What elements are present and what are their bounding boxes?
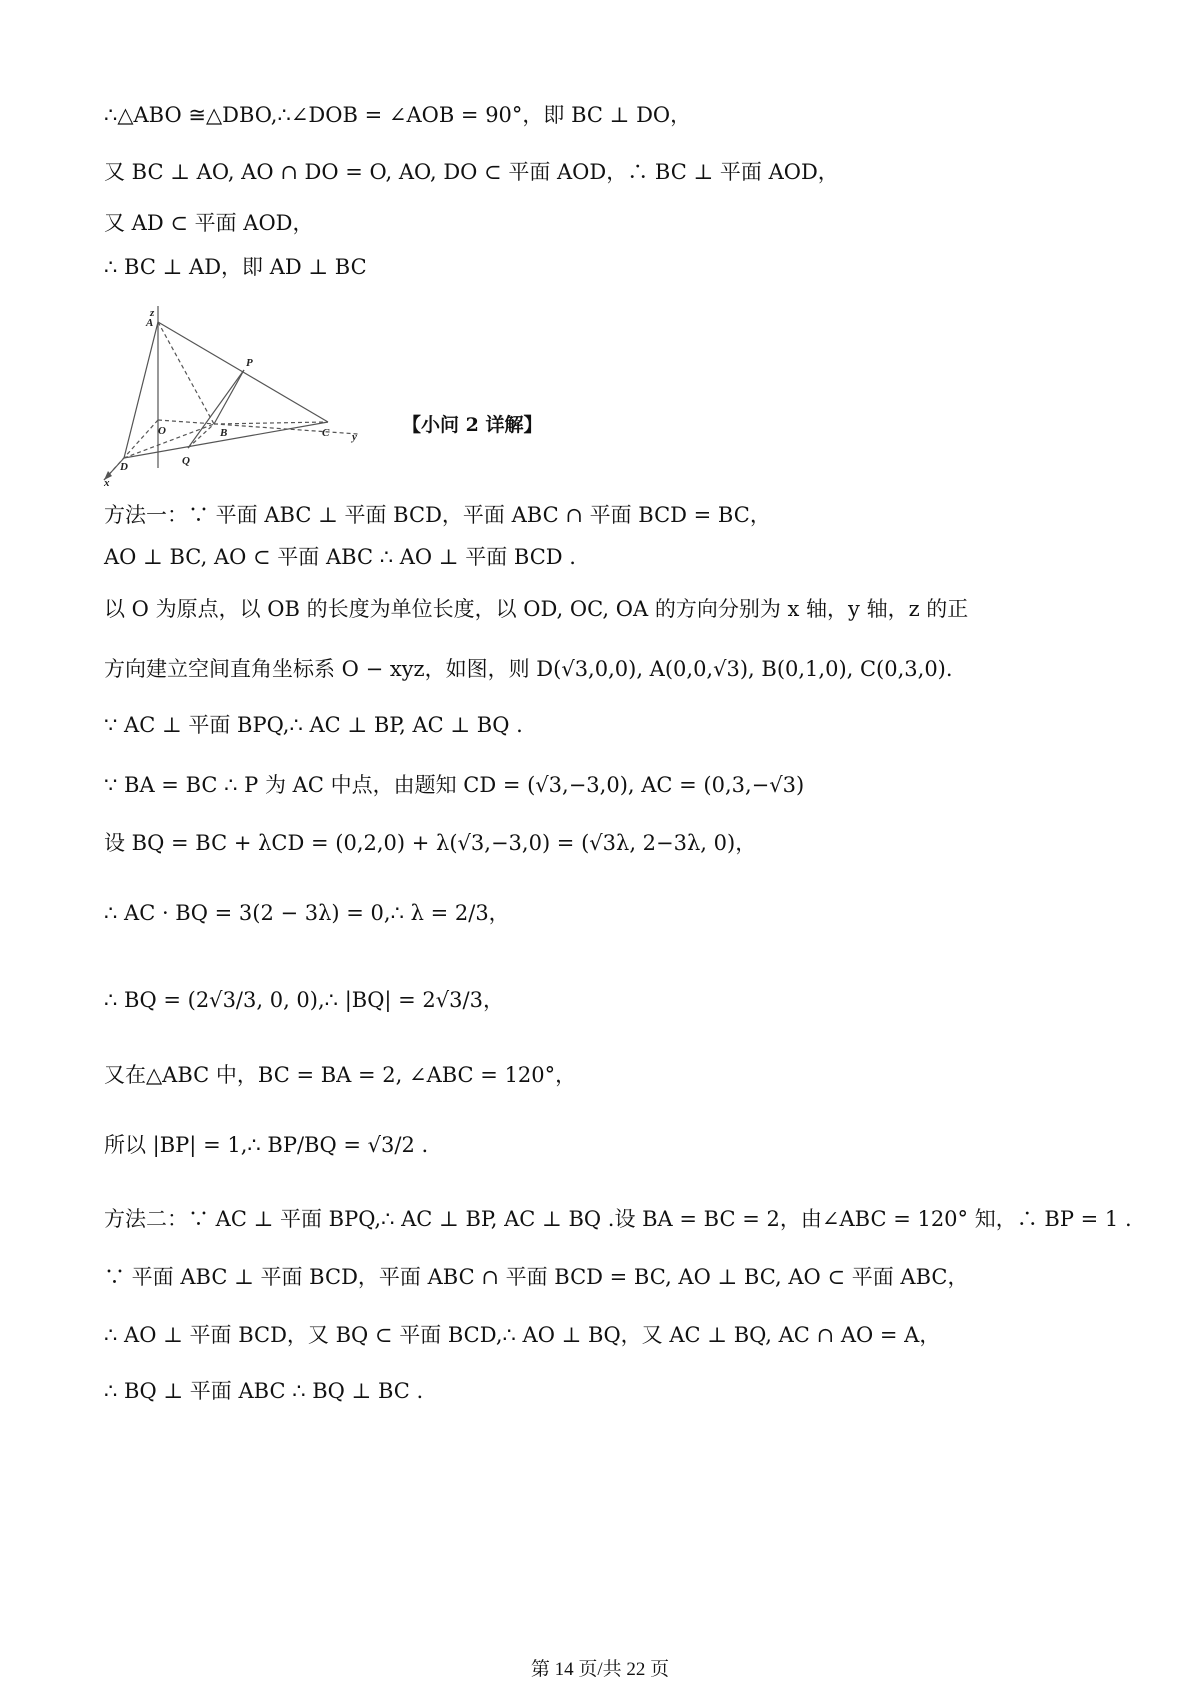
text-line: ∴ BQ ⊥ 平面 ABC ∴ BQ ⊥ BC . <box>104 1379 424 1403</box>
page-footer: 第 14 页/共 22 页 <box>530 1659 670 1680</box>
text-line: ∴ AO ⊥ 平面 BCD，又 BQ ⊂ 平面 BCD,∴ AO ⊥ BQ，又 AC ⊥ BQ, AC ∩ AO = A， <box>104 1323 941 1347</box>
point-Q-label: Q <box>182 455 190 467</box>
text-line: ∵ 平面 ABC ⊥ 平面 BCD，平面 ABC ∩ 平面 BCD = BC, AO ⊥ BC, AO ⊂ 平面 ABC， <box>104 1265 969 1289</box>
text-line: ∵ AC ⊥ 平面 BPQ,∴ AC ⊥ BP, AC ⊥ BQ . <box>104 713 523 737</box>
point-C-label: C <box>322 427 330 439</box>
text-line: ∴ BC ⊥ AD，即 AD ⊥ BC <box>104 255 367 279</box>
x-label: x <box>104 477 110 489</box>
text-line: 方法一：∵ 平面 ABC ⊥ 平面 BCD，平面 ABC ∩ 平面 BCD = BC， <box>104 503 771 527</box>
point-A-label: A <box>146 317 154 329</box>
z-label: z <box>150 307 155 319</box>
text-line: ∵ BA = BC ∴ P 为 AC 中点，由题知 CD = (√3,−3,0), AC = (0,3,−√3) <box>104 773 805 797</box>
text-line: 所以 |BP| = 1,∴ BP/BQ = √3/2 . <box>104 1133 429 1157</box>
y-label: y <box>352 431 357 443</box>
text-line: 又在△ABC 中，BC = BA = 2, ∠ABC = 120°， <box>104 1063 577 1087</box>
text-line: 又 BC ⊥ AO, AO ∩ DO = O, AO, DO ⊂ 平面 AOD，∴ BC ⊥ 平面 AOD， <box>104 160 839 184</box>
text-line: 方法二：∵ AC ⊥ 平面 BPQ,∴ AC ⊥ BP, AC ⊥ BQ .设 BA = BC = 2，由∠ABC = 120° 知，∴ BP = 1 . <box>104 1207 1132 1231</box>
sub-heading: 【小问 2 详解】 <box>402 414 543 436</box>
text-line: 设 BQ = BC + λCD = (0,2,0) + λ(√3,−3,0) = (√3λ, 2−3λ, 0)， <box>104 831 757 855</box>
point-O-label: O <box>158 425 166 437</box>
tetrahedron-figure <box>96 307 396 492</box>
text-line: ∴ AC · BQ = 3(2 − 3λ) = 0,∴ λ = 2/3， <box>104 901 510 925</box>
text-line: ∴△ABO ≅△DBO,∴∠DOB = ∠AOB = 90°，即 BC ⊥ DO， <box>104 103 692 127</box>
point-P-label: P <box>246 357 253 369</box>
text-line: AO ⊥ BC, AO ⊂ 平面 ABC ∴ AO ⊥ 平面 BCD . <box>104 545 576 569</box>
point-D-label: D <box>120 461 128 473</box>
text-line: 方向建立空间直角坐标系 O − xyz，如图，则 D(√3,0,0), A(0,0,√3), B(0,1,0), C(0,3,0). <box>104 657 953 681</box>
text-line: 又 AD ⊂ 平面 AOD， <box>104 211 314 235</box>
text-line: 以 O 为原点，以 OB 的长度为单位长度，以 OD, OC, OA 的方向分别为 x 轴，y 轴，z 的正 <box>104 597 969 621</box>
text-line: ∴ BQ = (2√3/3, 0, 0),∴ |BQ| = 2√3/3， <box>104 988 504 1012</box>
point-B-label: B <box>220 427 228 439</box>
